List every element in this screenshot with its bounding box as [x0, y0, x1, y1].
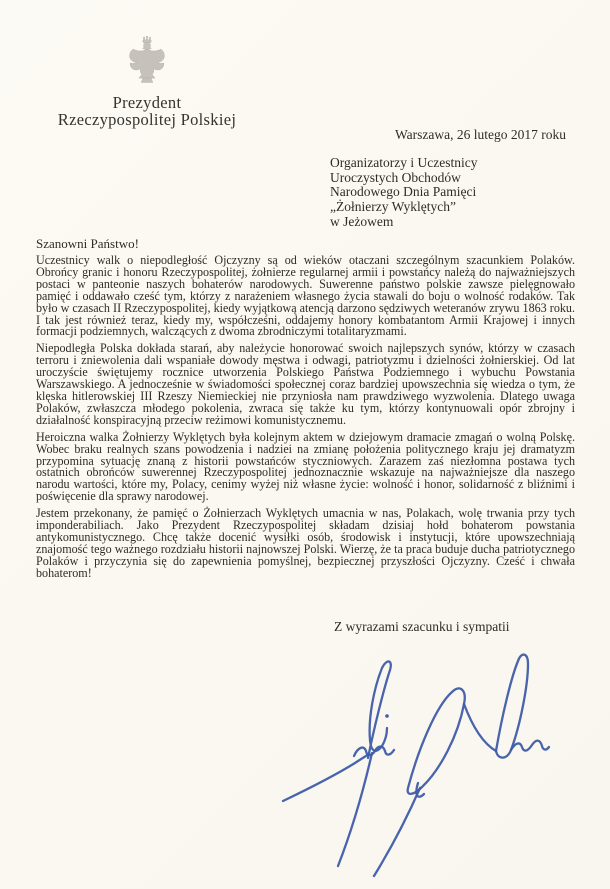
closing-formula: Z wyrazami szacunku i sympatii [334, 619, 510, 634]
body-paragraph: Jestem przekonany, że pamięć o Żołnierzach Wyklętych umacnia w nas, Polakach, wolę trwania przy tych imponderabiliach. Jako Prezydent Rzeczypospolitej składam dzisiaj hołd bohaterom powstania antykomunistycznego. Chcę także docenić wysiłki osób, środowisk i instytucji, które upowszechniają znajomość tego ważnego rozdziału historii najnowszej Polski. Wierzę, że ta praca buduje ducha patriotycznego Polaków i przyczynia się do zapewnienia pomyślnej, bezpiecznej przyszłości Ojczyzny. Cześć i chwała bohaterom! [36, 506, 575, 580]
letterhead-title-line1: Prezydent [112, 93, 182, 112]
body-paragraph: Niepodległa Polska dokłada starań, aby należycie honorować swoich najlepszych synów, którzy w czasach terroru i zniewolenia dali wspaniałe dowody męstwa i odwagi, patriotyzmu i dzielności żołnierskiej. Od lat uroczyście świętujemy rocznice utworzenia Polskiego Państwa Podziemnego i wybuchu Powstania Warszawskiego. A jednocześnie w świadomości społecznej coraz bardziej upowszechnia się wiedza o tym, że klęska hitlerowskiej III Rzeszy Niemieckiej nie przyniosła nam prawdziwego wyzwolenia. Dlatego uwaga Polaków, zwłaszcza młodego pokolenia, zwraca się także ku tym, którzy kontynuowali opór zbrojny i działalność konspiracyjną przeciw reżimowi komunistycznemu. [36, 341, 575, 427]
salutation: Szanowni Państwo! [36, 236, 139, 251]
recipient-block [330, 156, 477, 230]
recipient-line: Uroczystych Obchodów [330, 169, 461, 185]
letterhead-title-line2: Rzeczypospolitej Polskiej [57, 110, 237, 129]
recipient-line: „Żołnierzy Wyklętych” [330, 199, 457, 215]
recipient-line: Narodowego Dnia Pamięci [330, 184, 477, 200]
recipient-line: Organizatorzy i Uczestnicy [330, 155, 478, 170]
dateline: Warszawa, 26 lutego 2017 roku [395, 127, 566, 142]
president-signature-icon [268, 648, 598, 887]
polish-eagle-emblem-icon [121, 34, 173, 88]
letter-body [36, 255, 575, 585]
body-paragraph: Uczestnicy walk o niepodległość Ojczyzny są od wieków otaczani szczególnym szacunkiem Polaków. Obrońcy granic i honoru Rzeczypospolitej, żołnierze regularnej armii i powstańcy należą do najważniejszych postaci w panteonie naszych bohaterów narodowych. Suwerenne państwo polskie zawsze pielęgnowało pamięć i oddawało cześć tym, którzy z narażeniem własnego życia stawali do boju o wolność rodaków. Tak było w czasach II Rzeczypospolitej, kiedy wyjątkową atencją darzono sędziwych weteranów zrywu 1863 roku. I tak jest również teraz, kiedy my, współcześni, oddajemy honory kombatantom Armii Krajowej i innych formacji podziemnych, walczących z dwoma zbrodniczymi totalitaryzmami. [36, 253, 575, 339]
body-paragraph: Heroiczna walka Żołnierzy Wyklętych była kolejnym aktem w dziejowym dramacie zmagań o wolną Polskę. Wobec braku realnych szans powodzenia i nadziei na zmianę położenia politycznego kraju jej dramatyzm przypomina sytuację znaną z historii powstańców styczniowych. Zarazem zaś niezłomna postawa tych ostatnich obrońców suwerennej Rzeczypospolitej jednoznacznie wskazuje na najważniejsze dla naszego narodu wartości, które my, Polacy, cenimy wyżej niż własne życie: wolność i honor, solidarność z bliźnimi i poświęcenie dla sprawy narodowej. [36, 429, 575, 504]
recipient-line: w Jeżowem [330, 213, 394, 229]
letterhead [40, 34, 254, 128]
